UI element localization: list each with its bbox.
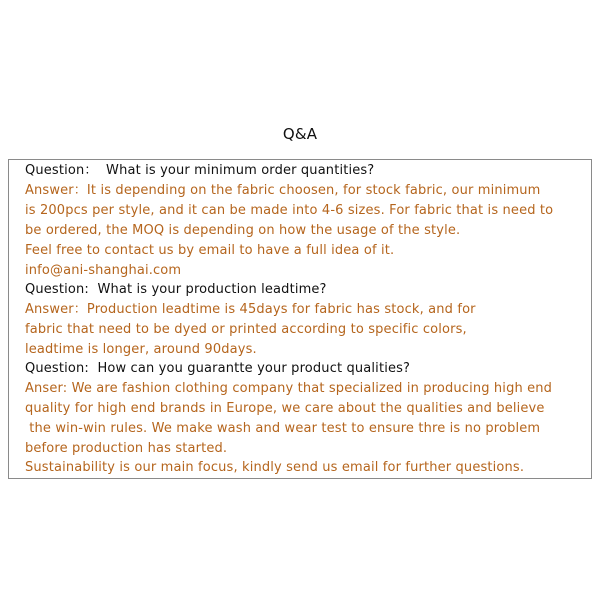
page-title: Q&A [282,125,318,143]
answer-3-line-1: Anser: We are fashion clothing company that specialized in producing high end [25,381,553,396]
answer-1-line-3: be ordered, the MOQ is depending on how the usage of the style. [25,223,461,238]
answer-1-line-2: is 200pcs per style, and it can be made into 4-6 sizes. For fabric that is need to [25,203,554,218]
answer-2-line-3: leadtime is longer, around 90days. [25,342,257,357]
question-1-line: Question： What is your minimum order quantities? [25,163,375,178]
question-3-line: Question: How can you guarantte your product qualities? [25,361,411,376]
contact-email: info@ani-shanghai.com [25,263,182,278]
question-2-line: Question: What is your production leadtime? [25,282,327,297]
qa-box [8,159,592,479]
answer-3-line-3: the win-win rules. We make wash and wear test to ensure thre is no problem [25,421,541,436]
sustainability-line: Sustainability is our main focus, kindly send us email for further questions. [25,460,525,475]
answer-2-line-1: Answer：Production leadtime is 45days for fabric has stock, and for [25,302,476,317]
answer-3-line-4: before production has started. [25,441,228,456]
answer-1-line-1: Answer：It is depending on the fabric choosen, for stock fabric, our minimum [25,183,541,198]
answer-1-line-4: Feel free to contact us by email to have a full idea of it. [25,243,395,258]
answer-3-line-2: quality for high end brands in Europe, we care about the qualities and believe [25,401,545,416]
answer-2-line-2: fabric that need to be dyed or printed according to specific colors, [25,322,467,337]
